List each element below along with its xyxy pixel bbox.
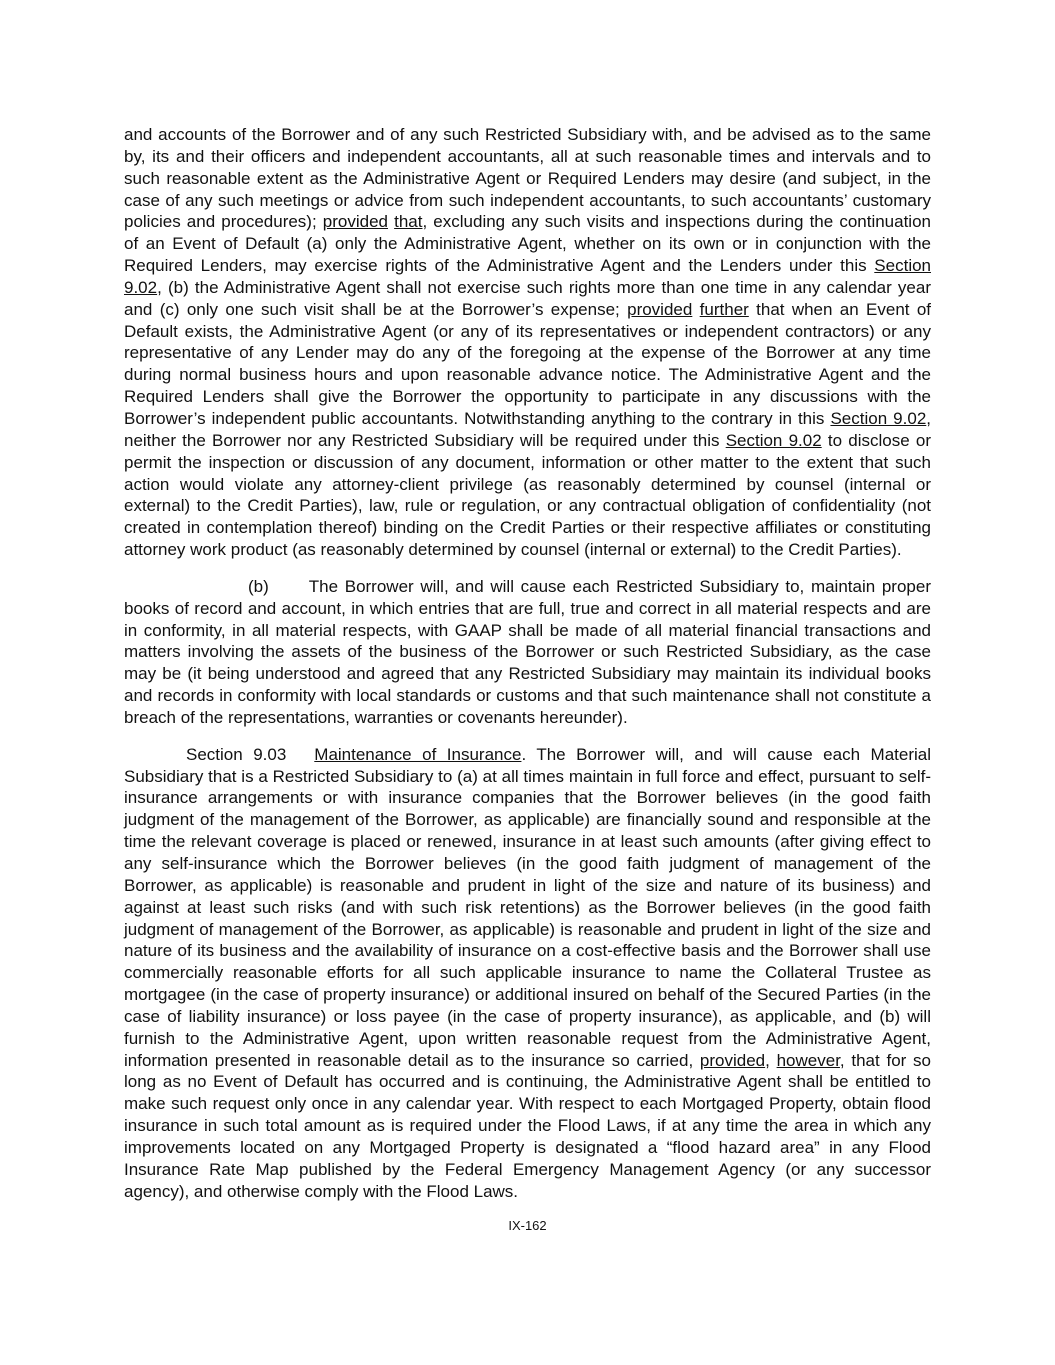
clause-label: (b) bbox=[248, 576, 269, 596]
underlined-term: provided bbox=[699, 1050, 766, 1070]
text-run: , excluding any such visits and inspections during the continuation of an Event of Default (a) only the Administrative Agent, whether on its own or in conjunction with the Required Lenders, may exercise rights of the Administrative Agent and the Lenders under this bbox=[124, 212, 931, 276]
underlined-term: further bbox=[699, 299, 749, 319]
underlined-term: provided bbox=[627, 299, 693, 319]
text-run: , neither the Borrower nor any Restricted Subsidiary will be required under this bbox=[124, 408, 932, 450]
text-run bbox=[692, 300, 699, 319]
page-number: IX-162 bbox=[508, 1218, 547, 1233]
paragraph-books-and-records bbox=[124, 576, 931, 729]
text-run: . The Borrower will, and will cause each Material Subsidiary that is a Restricted Subsidiary to (a) at all times maintain in full force and effect, pursuant to self-insurance arrangements or with insurance companies that the Borrower believes (in the good faith judgment of the management of the Borrower, as applicable) are financially sound and responsible at the time the relevant coverage is placed or renewed, insurance in at least such amounts (after giving effect to any self-insurance which the Borrower believes (in the good faith judgment of management of the Borrower, as applicable) is reasonable and prudent in light of the size and nature of its business) and against at least such risks (and with such risk retentions) as the Borrower believes (in the good faith judgment of management of the Borrower, as applicable) is reasonable and prudent in light of the size and nature of its business and the availability of insurance on a cost-effective basis and the Borrower shall use commercially reasonable efforts for all such applicable insurance to name the Collateral Trustee as mortgagee (in the case of property insurance) or additional insured on behalf of the Secured Parties (in the case of liability insurance) or loss payee (in the case of property insurance), as applicable, and (b) will furnish to the Administrative Agent, upon written reasonable request from the Administrative Agent, information presented in reasonable detail as to the insurance so carried, bbox=[124, 744, 932, 1070]
paragraph-section-9-03 bbox=[124, 744, 931, 1203]
text-run: and accounts of the Borrower and of any such Restricted Subsidiary with, and be advised as to the same by, its and their officers and independent accountants, all at such reasonable times and intervals and to such reasonable extent as the Administrative Agent or Required Lenders may desire (and subject, in the case of any such meetings or advice from such independent accountants, to such accountants’ customary policies and procedures); bbox=[124, 125, 931, 232]
underlined-term: that bbox=[394, 212, 423, 232]
text-run: The Borrower will, and will cause each Restricted Subsidiary to, maintain proper books of record and account, in which entries that are full, true and correct in all material respects and are in conformity, in all material respects, with GAAP shall be made of all material financial transactions and matters involving the assets of the business of the Borrower or such Restricted Subsidiary, as the case may be (it being understood and agreed that any Restricted Subsidiary may maintain its individual books and records in conformity with local standards or customs and that such maintenance shall not constitute a breach of the representations, warranties or covenants hereunder). bbox=[124, 576, 931, 727]
text-run: , bbox=[765, 1050, 777, 1070]
section-reference: Section 9.02 bbox=[124, 256, 931, 297]
section-number: Section 9.03 bbox=[186, 744, 287, 764]
underlined-term: however bbox=[776, 1050, 840, 1070]
text-run: , (b) the Administrative Agent shall not exercise such rights more than one time in any calendar year and (c) only one such visit shall be at the Borrower’s expense; bbox=[124, 277, 931, 319]
document-page bbox=[124, 124, 931, 1203]
text-run: to disclose or permit the inspection or discussion of any document, information or other matter to the extent that such action would violate any attorney-client privilege (as reasonably determined by counsel (internal or external) to the Credit Parties), law, rule or regulation, or any contractual obligation of confidentiality (not created in contemplation thereof) binding on the Credit Parties or their respective affiliates or constituting attorney work product (as reasonably determined by counsel (internal or external) to the Credit Parties). bbox=[124, 430, 932, 560]
underlined-term: provided bbox=[322, 212, 389, 232]
section-reference: Section 9.02 bbox=[830, 408, 927, 428]
paragraph-inspection-rights bbox=[124, 124, 931, 561]
text-run: that when an Event of Default exists, the Administrative Agent (or any of its representatives or independent contractors) or any representative of any Lender may do any of the foregoing at the expense of the Borrower at any time during normal business hours and upon reasonable advance notice. The Administrative Agent and the Required Lenders shall give the Borrower the opportunity to participate in any discussions with the Borrower’s independent public accountants. Notwithstanding anything to the contrary in this bbox=[124, 299, 932, 428]
section-heading: Maintenance of Insurance bbox=[314, 744, 522, 764]
text-run: , that for so long as no Event of Default has occurred and is continuing, the Administrative Agent shall be entitled to make such request only once in any calendar year. With respect to each Mortgaged Property, obtain flood insurance in such total amount as is required under the Flood Laws, if at any time the area in which any improvements located on any Mortgaged Property is designated a “flood hazard area” in any Flood Insurance Rate Map published by the Federal Emergency Management Agency (or any successor agency), and otherwise comply with the Flood Laws. bbox=[124, 1050, 931, 1201]
section-reference: Section 9.02 bbox=[725, 430, 822, 450]
